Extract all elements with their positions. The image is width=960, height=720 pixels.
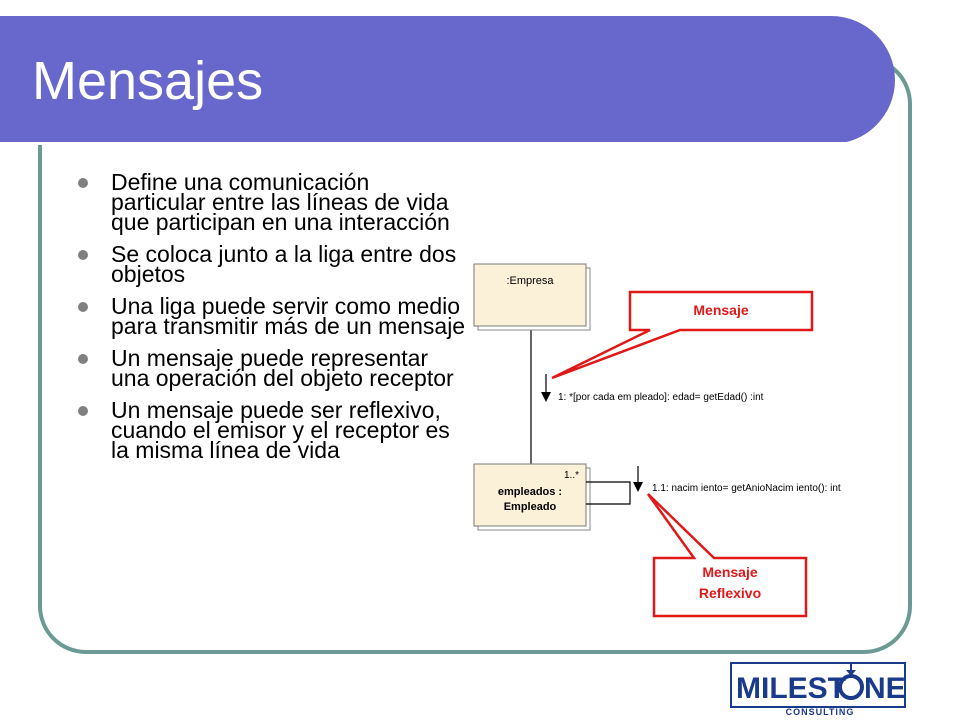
reflexive-loop-line (586, 482, 630, 504)
logo-subtitle: CONSULTING (785, 707, 855, 716)
logo-word-part2: NE (864, 672, 906, 705)
bullet-text: Se coloca junto a la liga entre dos objetos (111, 241, 457, 287)
callout-reflexivo-label-1: Mensaje (702, 564, 758, 580)
object-empresa-label: :Empresa (506, 275, 554, 287)
logo-word-part1: MILEST (736, 672, 846, 705)
bullet-text: Un mensaje puede ser reflexivo, cuando el emisor y el receptor es la misma línea de vida (111, 397, 450, 463)
bullet-text: Una liga puede servir como medio para transmitir más de un mensaje (111, 293, 466, 339)
message1-arrow-head-icon (541, 392, 551, 402)
message2-label: 1.1: nacim iento= getAnioNacim iento(): int (652, 483, 841, 494)
object-empleado-label-1: empleados : (497, 486, 563, 498)
multiplicity-label: 1..* (564, 470, 580, 481)
callout-mensaje-shape (552, 292, 812, 378)
object-empresa-box (474, 264, 586, 326)
message2-arrow-head-icon (633, 482, 643, 492)
milestone-consulting-logo (730, 660, 908, 716)
slide-title: Mensajes (32, 51, 264, 111)
object-empleado-label-2: Empleado (503, 501, 557, 513)
bullet-text: Define una comunicación particular entre las líneas de vida que participan en una interacción (111, 169, 450, 235)
callout-reflexivo-label-2: Reflexivo (698, 585, 762, 601)
bullet-text: Un mensaje puede representar una operación del objeto receptor (111, 345, 454, 391)
message1-label: 1: *[por cada em pleado]: edad= getEdad() :int (558, 392, 764, 403)
callout-mensaje-label: Mensaje (693, 302, 749, 318)
